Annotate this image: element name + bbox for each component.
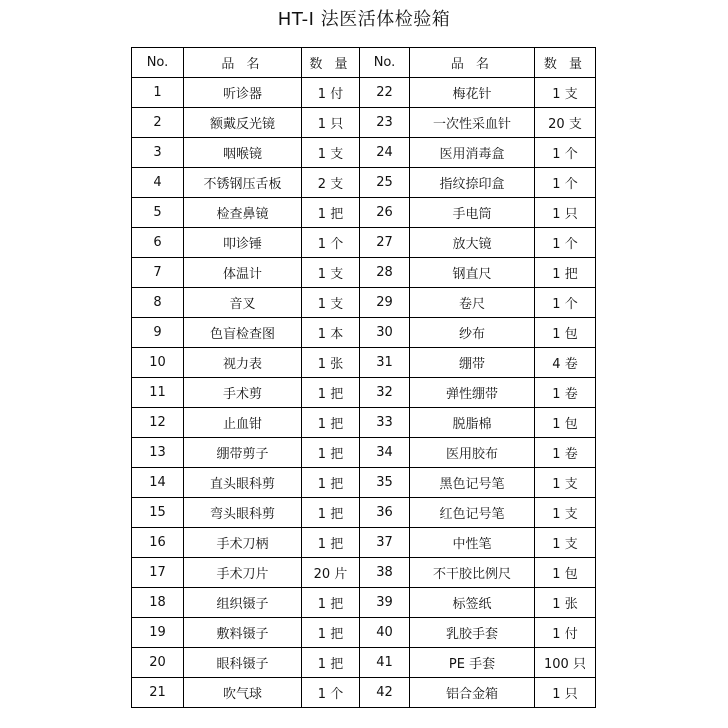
item-no: 4: [132, 168, 184, 198]
equipment-table: [131, 47, 596, 708]
item-no: 20: [132, 648, 184, 678]
item-no: 15: [132, 498, 184, 528]
item-no: 29: [360, 288, 410, 318]
item-name: 吹气球: [184, 678, 302, 708]
table-row: [132, 678, 596, 708]
item-name: 弹性绷带: [410, 378, 535, 408]
item-no: 42: [360, 678, 410, 708]
item-name: 医用胶布: [410, 438, 535, 468]
table-row: [132, 558, 596, 588]
item-no: 3: [132, 138, 184, 168]
item-no: 31: [360, 348, 410, 378]
item-name: 脱脂棉: [410, 408, 535, 438]
item-name: 手术刀片: [184, 558, 302, 588]
item-qty: 1 张: [302, 348, 360, 378]
item-qty: 20 片: [302, 558, 360, 588]
item-name: 手术刀柄: [184, 528, 302, 558]
item-qty: 100 只: [535, 648, 596, 678]
item-qty: 1 个: [302, 228, 360, 258]
item-qty: 1 把: [302, 618, 360, 648]
item-no: 11: [132, 378, 184, 408]
item-name: 绷带剪子: [184, 438, 302, 468]
item-qty: 1 张: [535, 588, 596, 618]
table-row: [132, 498, 596, 528]
item-name: 组织镊子: [184, 588, 302, 618]
item-name: 手术剪: [184, 378, 302, 408]
item-qty: 1 包: [535, 558, 596, 588]
item-no: 41: [360, 648, 410, 678]
item-no: 30: [360, 318, 410, 348]
item-name: 梅花针: [410, 78, 535, 108]
item-no: 19: [132, 618, 184, 648]
item-no: 1: [132, 78, 184, 108]
item-no: 16: [132, 528, 184, 558]
table-row: [132, 438, 596, 468]
item-qty: 1 支: [535, 498, 596, 528]
item-name: 一次性采血针: [410, 108, 535, 138]
item-name: 中性笔: [410, 528, 535, 558]
item-qty: 1 卷: [535, 378, 596, 408]
item-no: 25: [360, 168, 410, 198]
item-no: 32: [360, 378, 410, 408]
item-name: 标签纸: [410, 588, 535, 618]
table-row: [132, 318, 596, 348]
item-name: 叩诊锤: [184, 228, 302, 258]
table-row: [132, 378, 596, 408]
item-qty: 1 支: [302, 138, 360, 168]
item-no: 23: [360, 108, 410, 138]
item-qty: 20 支: [535, 108, 596, 138]
page-title: HT-Ⅰ 法医活体检验箱: [277, 9, 451, 30]
item-name: 止血钳: [184, 408, 302, 438]
item-name: 体温计: [184, 258, 302, 288]
item-qty: 1 卷: [535, 438, 596, 468]
item-no: 26: [360, 198, 410, 228]
item-qty: 1 只: [535, 198, 596, 228]
item-qty: 1 把: [302, 468, 360, 498]
item-qty: 1 支: [302, 288, 360, 318]
item-no: 28: [360, 258, 410, 288]
item-name: 咽喉镜: [184, 138, 302, 168]
item-name: 放大镜: [410, 228, 535, 258]
item-no: 9: [132, 318, 184, 348]
item-qty: 1 支: [535, 78, 596, 108]
table-row: [132, 588, 596, 618]
item-no: 12: [132, 408, 184, 438]
item-no: 38: [360, 558, 410, 588]
table-row: [132, 408, 596, 438]
item-name: 不锈钢压舌板: [184, 168, 302, 198]
item-qty: 2 支: [302, 168, 360, 198]
item-qty: 1 只: [535, 678, 596, 708]
item-name: 医用消毒盒: [410, 138, 535, 168]
item-name: 铝合金箱: [410, 678, 535, 708]
table-row: [132, 468, 596, 498]
item-name: 纱布: [410, 318, 535, 348]
item-no: 5: [132, 198, 184, 228]
table-row: [132, 168, 596, 198]
table-row: [132, 228, 596, 258]
item-no: 34: [360, 438, 410, 468]
item-qty: 1 包: [535, 408, 596, 438]
item-name: 检查鼻镜: [184, 198, 302, 228]
item-name: 红色记号笔: [410, 498, 535, 528]
table-row: [132, 138, 596, 168]
item-qty: 1 个: [535, 288, 596, 318]
item-no: 6: [132, 228, 184, 258]
header-qty: 数 量: [535, 48, 596, 78]
item-qty: 1 把: [535, 258, 596, 288]
table-row: [132, 198, 596, 228]
item-name: 手电筒: [410, 198, 535, 228]
item-qty: 1 个: [302, 678, 360, 708]
item-name: 卷尺: [410, 288, 535, 318]
item-name: 敷料镊子: [184, 618, 302, 648]
header-qty: 数 量: [302, 48, 360, 78]
item-name: 黑色记号笔: [410, 468, 535, 498]
item-name: 眼科镊子: [184, 648, 302, 678]
item-no: 35: [360, 468, 410, 498]
header-no: No.: [360, 48, 410, 78]
item-no: 17: [132, 558, 184, 588]
item-name: 弯头眼科剪: [184, 498, 302, 528]
table-row: [132, 258, 596, 288]
item-no: 14: [132, 468, 184, 498]
item-qty: 1 把: [302, 438, 360, 468]
item-no: 33: [360, 408, 410, 438]
table-header-row: [132, 48, 596, 78]
item-qty: 1 支: [302, 258, 360, 288]
item-no: 2: [132, 108, 184, 138]
item-qty: 1 把: [302, 648, 360, 678]
item-no: 36: [360, 498, 410, 528]
item-qty: 1 付: [302, 78, 360, 108]
table-row: [132, 78, 596, 108]
item-name: 乳胶手套: [410, 618, 535, 648]
table-row: [132, 348, 596, 378]
header-no: No.: [132, 48, 184, 78]
item-no: 27: [360, 228, 410, 258]
item-name: 听诊器: [184, 78, 302, 108]
table-row: [132, 288, 596, 318]
item-qty: 1 支: [535, 528, 596, 558]
item-name: 不干胶比例尺: [410, 558, 535, 588]
item-name: 色盲检查图: [184, 318, 302, 348]
item-no: 40: [360, 618, 410, 648]
item-name: 视力表: [184, 348, 302, 378]
item-no: 13: [132, 438, 184, 468]
item-no: 24: [360, 138, 410, 168]
item-qty: 1 付: [535, 618, 596, 648]
item-no: 37: [360, 528, 410, 558]
header-name: 品 名: [410, 48, 535, 78]
table-row: [132, 528, 596, 558]
table-row: [132, 648, 596, 678]
item-no: 18: [132, 588, 184, 618]
item-no: 22: [360, 78, 410, 108]
item-qty: 1 把: [302, 198, 360, 228]
header-name: 品 名: [184, 48, 302, 78]
table-row: [132, 618, 596, 648]
item-qty: 1 支: [535, 468, 596, 498]
item-qty: 1 包: [535, 318, 596, 348]
item-qty: 1 把: [302, 378, 360, 408]
item-name: PE 手套: [410, 648, 535, 678]
item-name: 钢直尺: [410, 258, 535, 288]
item-qty: 1 把: [302, 588, 360, 618]
item-qty: 1 个: [535, 228, 596, 258]
item-name: 音叉: [184, 288, 302, 318]
item-qty: 1 把: [302, 528, 360, 558]
item-qty: 1 个: [535, 168, 596, 198]
item-no: 39: [360, 588, 410, 618]
item-name: 绷带: [410, 348, 535, 378]
item-qty: 1 把: [302, 408, 360, 438]
item-qty: 1 把: [302, 498, 360, 528]
item-qty: 4 卷: [535, 348, 596, 378]
item-qty: 1 只: [302, 108, 360, 138]
item-name: 额戴反光镜: [184, 108, 302, 138]
item-qty: 1 个: [535, 138, 596, 168]
item-no: 10: [132, 348, 184, 378]
item-qty: 1 本: [302, 318, 360, 348]
item-name: 直头眼科剪: [184, 468, 302, 498]
item-no: 8: [132, 288, 184, 318]
table-row: [132, 108, 596, 138]
item-no: 21: [132, 678, 184, 708]
item-no: 7: [132, 258, 184, 288]
item-name: 指纹捺印盒: [410, 168, 535, 198]
